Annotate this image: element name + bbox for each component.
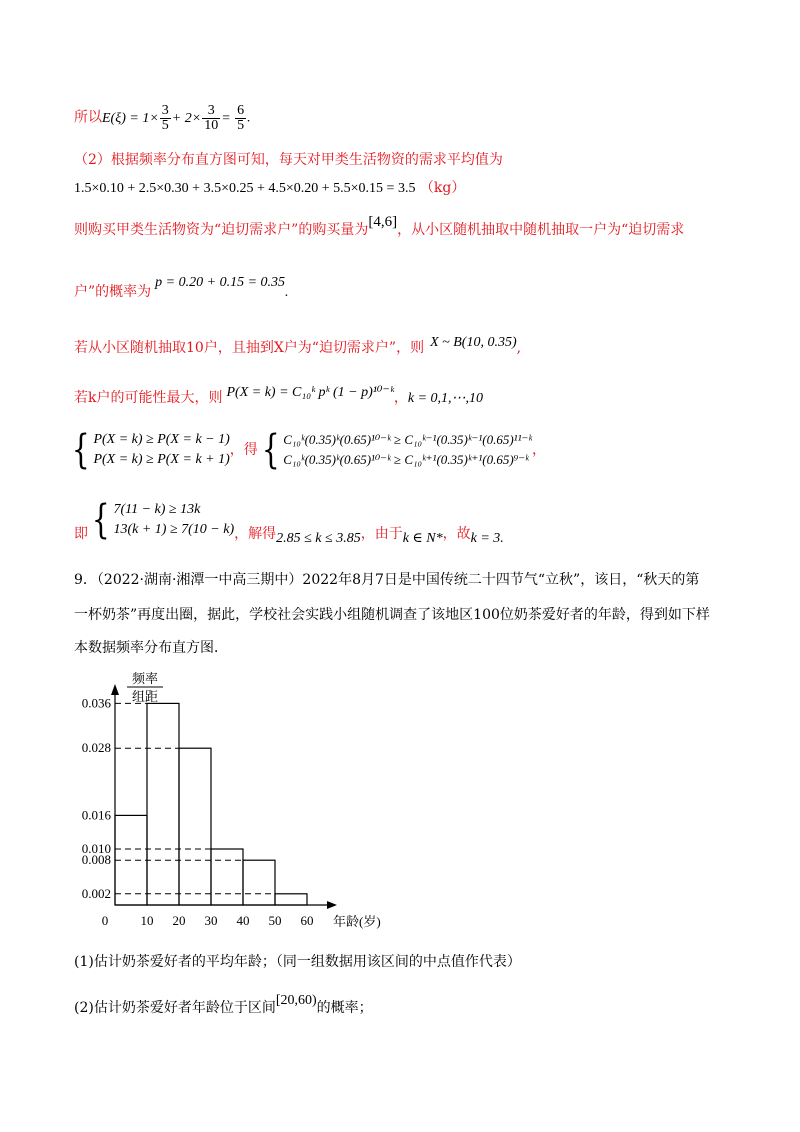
x-axis-title: 年龄(岁) bbox=[333, 914, 381, 929]
y-tick-label: 0.010 bbox=[81, 841, 111, 856]
origin-label: 0 bbox=[101, 913, 109, 928]
k-bounds: 2.85 ≤ k ≤ 3.85 bbox=[276, 531, 361, 546]
inequality-system-1 bbox=[93, 430, 229, 470]
inequality-2b: C₁₀ᵏ(0.35)ᵏ(0.65)¹⁰⁻ᵏ ≥ C₁₀ᵏ⁺¹(0.35)ᵏ⁺¹(0.65)⁹⁻ᵏ bbox=[283, 452, 529, 467]
expectation-formula: E(ξ) = 1× $\frac{3}{5}$ + 2× $\frac{3}{10}$ = $\frac{6}{5}$ bbox=[102, 103, 245, 133]
y-tick-label: 0.002 bbox=[81, 885, 111, 901]
k-answer: k = 3 bbox=[470, 531, 501, 546]
solution-line-4 bbox=[74, 214, 685, 240]
inequality-1b: P(X = k) ≥ P(X = k + 1) bbox=[93, 452, 230, 467]
unit-kg: （kg） bbox=[419, 180, 466, 196]
histogram-bar bbox=[243, 860, 275, 905]
text-random-pick: ，从小区随机抽取中随机抽取一户为“迫切需求 bbox=[397, 222, 685, 238]
y-axis-title-top: 频率 bbox=[131, 671, 159, 686]
text-get: ，得 bbox=[229, 442, 258, 458]
text-most-likely: 若k户的可能性最大，则 bbox=[74, 390, 223, 406]
text-namely: 即 bbox=[74, 526, 88, 542]
inequality-3b: 13(k + 1) ≥ 7(10 − k) bbox=[113, 522, 235, 537]
solution-line-7: 若k户的可能性最大，则 P(X = k) = C₁₀ᵏ pᵏ (1 − p)¹⁰⁻ᵏ，k = 0,1,⋯,10 bbox=[74, 385, 484, 406]
histogram-bar bbox=[275, 894, 307, 905]
y-axis-arrow bbox=[111, 684, 119, 695]
problem-9-line-3: 本数据频率分布直方图． bbox=[74, 640, 228, 656]
solution-line-1: 所以E(ξ) = 1× $\frac{3}{5}$ + 2× $\frac{3}{10}$ = $\frac{6}{5}$ . bbox=[74, 103, 251, 133]
k-natural: k ∈ N* bbox=[402, 531, 443, 546]
inequality-1a: P(X = k) ≥ P(X = k − 1) bbox=[93, 432, 230, 447]
solution-line-9: 即{ 7(11 − k) ≥ 13k 13(k + 1) ≥ 7(10 − k) ，解得2.85 ≤ k ≤ 3.85，由于k ∈ N*，故k = 3. bbox=[74, 497, 504, 546]
interval-4-6: [4,6] bbox=[368, 214, 398, 230]
question-2 bbox=[74, 993, 373, 1019]
solution-line-5: 户”的概率为p = 0.20 + 0.15 = 0.35. bbox=[74, 275, 289, 300]
inequality-3a: 7(11 − k) ≥ 13k bbox=[113, 502, 201, 517]
x-axis-arrow bbox=[327, 901, 337, 909]
text-since: ，由于 bbox=[360, 526, 403, 542]
question-2-text-b: 的概率； bbox=[316, 1000, 373, 1016]
solution-line-8: { P(X = k) ≥ P(X = k − 1) P(X = k) ≥ P(X = k + 1) ，得{ C₁₀ᵏ(0.35)ᵏ(0.65)¹⁰⁻ᵏ ≥ C₁₀ᵏ⁻¹(0.35)ᵏ⁻¹(0.65)¹¹⁻ᵏ C₁₀ᵏ(0.35)ᵏ(0.65)¹⁰⁻ᵏ ≥ C₁₀ᵏ⁺¹(0.35)ᵏ⁺¹(0.65)⁹⁻ᵏ ， bbox=[71, 427, 546, 473]
histogram-bar bbox=[147, 703, 179, 905]
y-tick-label: 0.008 bbox=[81, 852, 111, 868]
question-2-text-a: (2)估计奶茶爱好者年龄位于区间 bbox=[74, 1000, 276, 1016]
text-purchase-amount: 则购买甲类生活物资为“迫切需求户”的购买量为 bbox=[74, 222, 369, 238]
histogram-bar bbox=[211, 849, 243, 905]
text-sample-10: 若从小区随机抽取10户，且抽到X户为“迫切需求户”，则 bbox=[74, 340, 425, 356]
inequality-2a: C₁₀ᵏ(0.35)ᵏ(0.65)¹⁰⁻ᵏ ≥ C₁₀ᵏ⁻¹(0.35)ᵏ⁻¹(0.65)¹¹⁻ᵏ bbox=[283, 432, 532, 447]
solution-line-6: 若从小区随机抽取10户，且抽到X户为“迫切需求户”，则 X ~ B(10, 0.35), bbox=[74, 335, 522, 356]
text-solve: ，解得 bbox=[234, 526, 277, 542]
text-so: 所以 bbox=[74, 109, 102, 126]
x-tick-label: 40 bbox=[236, 913, 250, 928]
y-tick-label: 0.016 bbox=[81, 807, 111, 823]
text-probability-is: 户”的概率为 bbox=[74, 284, 152, 300]
solution-line-3 bbox=[74, 178, 465, 199]
frequency-histogram bbox=[60, 670, 381, 930]
pmf-formula: P(X = k) = C₁₀ᵏ pᵏ (1 − p)¹⁰⁻ᵏ bbox=[226, 385, 394, 400]
left-brace-3: { bbox=[91, 497, 110, 543]
left-brace-1: { bbox=[71, 427, 90, 473]
y-axis-title-bottom: 组距 bbox=[131, 689, 159, 704]
solution-line-2: （2）根据频率分布直方图可知，每天对甲类生活物资的需求平均值为 bbox=[74, 152, 503, 168]
inequality-system-3 bbox=[113, 500, 234, 540]
x-tick-label: 20 bbox=[172, 913, 186, 928]
question-1: (1)估计奶茶爱好者的平均年龄；（同一组数据用该区间的中点值作代表） bbox=[74, 954, 521, 970]
problem-9-line-1: 9．（2022·湖南·湘潭一中高三期中）2022年8月7日是中国传统二十四节气“立秋”，该日，“秋天的第 bbox=[74, 572, 700, 588]
binomial-formula: X ~ B(10, 0.35) bbox=[430, 335, 517, 350]
histogram-bar bbox=[179, 748, 211, 905]
y-tick-label: 0.036 bbox=[81, 695, 111, 711]
average-formula: 1.5×0.10 + 2.5×0.30 + 3.5×0.25 + 4.5×0.20 + 5.5×0.15 = 3.5 bbox=[74, 181, 416, 196]
y-tick-label: 0.028 bbox=[81, 740, 111, 756]
x-tick-label: 30 bbox=[204, 913, 218, 928]
x-tick-label: 50 bbox=[268, 913, 282, 928]
k-range: k = 0,1,⋯,10 bbox=[407, 391, 484, 406]
inequality-system-2 bbox=[283, 430, 532, 470]
x-tick-label: 10 bbox=[140, 913, 154, 928]
text-thus: ，故 bbox=[442, 526, 471, 542]
interval-20-60: [20,60) bbox=[275, 993, 317, 1008]
x-tick-label: 60 bbox=[300, 913, 314, 928]
left-brace-2: { bbox=[261, 427, 280, 473]
probability-formula: p = 0.20 + 0.15 = 0.35 bbox=[155, 275, 286, 290]
problem-9-line-2: 一杯奶茶”再度出圈，据此，学校社会实践小组随机调查了该地区100位奶茶爱好者的年龄，得到如下样 bbox=[74, 607, 710, 623]
